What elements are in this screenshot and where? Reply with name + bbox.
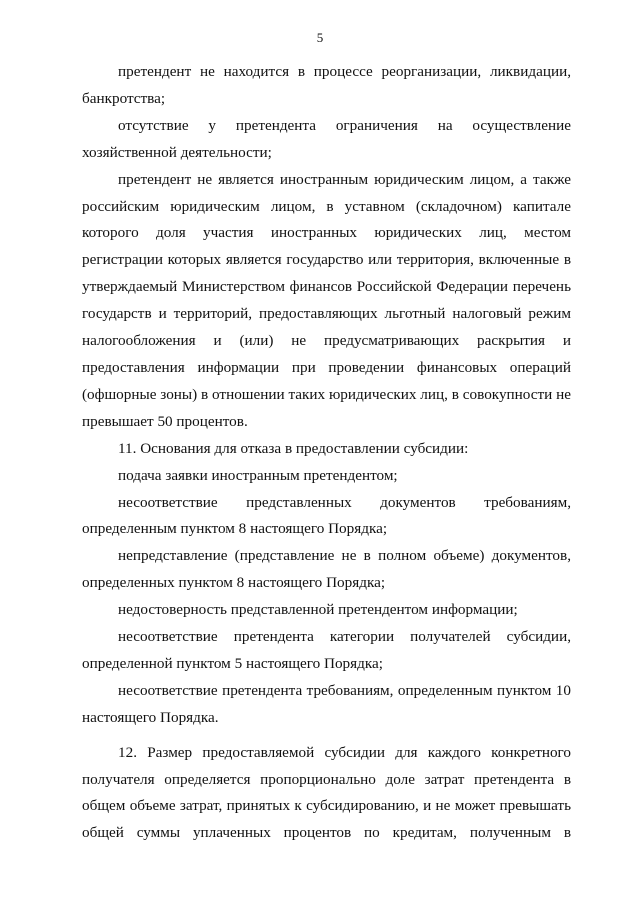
paragraph-documents-missing: непредставление (представление не в полном объеме) документов, определенных пунктом 8 настоящего Порядка; bbox=[82, 547, 571, 592]
paragraph-foreign-applicant: подача заявки иностранным претендентом; bbox=[118, 466, 398, 484]
paragraph-documents-mismatch: несоответствие представленных документов требованиям, определенным пунктом 8 настоящего Порядка; bbox=[82, 493, 571, 538]
paragraph-subsidy-size: 12. Размер предоставляемой субсидии для каждого конкретного получателя определяется пропорционально доле затрат претендента в общем объеме затрат, принятых к субсидированию, и не может превышать общей суммы уплаченных процентов по кредитам, полученным в bbox=[82, 743, 571, 842]
paragraph-category-mismatch: несоответствие претендента категории получателей субсидии, определенной пунктом 5 настоящего Порядка; bbox=[82, 628, 571, 672]
paragraph-requirements-mismatch: несоответствие претендента требованиям, определенным пунктом 10 настоящего Порядка. bbox=[82, 681, 571, 726]
paragraph-no-activity-restriction: отсутствие у претендента ограничения на осуществление хозяйственной деятельности; bbox=[82, 116, 571, 161]
document-body bbox=[82, 59, 571, 847]
paragraph-no-reorganization: претендент не находится в процессе реорганизации, ликвидации, банкротства; bbox=[82, 63, 571, 107]
paragraph-refusal-grounds-heading: 11. Основания для отказа в предоставлении субсидии: bbox=[118, 439, 469, 457]
paragraph-false-information: недостоверность представленной претендентом информации; bbox=[118, 601, 518, 619]
paragraph-not-foreign-entity: претендент не является иностранным юридическим лицом, а также российским юридическим лицом, в уставном (складочном) капитале которого доля участия иностранных юридических лиц, местом регистрации которых является государство или территория, включенные в утверждаемый Министерством финансов Российской Федерации перечень государств и территорий, предоставляющих льготный налоговый режим налогообложения и (или) не предусматривающих раскрытия и предоставления информации при проведении финансовых операций (офшорные зоны) в отношении таких юридических лиц, в совокупности не превышает 50 процентов. bbox=[82, 170, 571, 430]
page-number: 5 bbox=[316, 30, 324, 45]
